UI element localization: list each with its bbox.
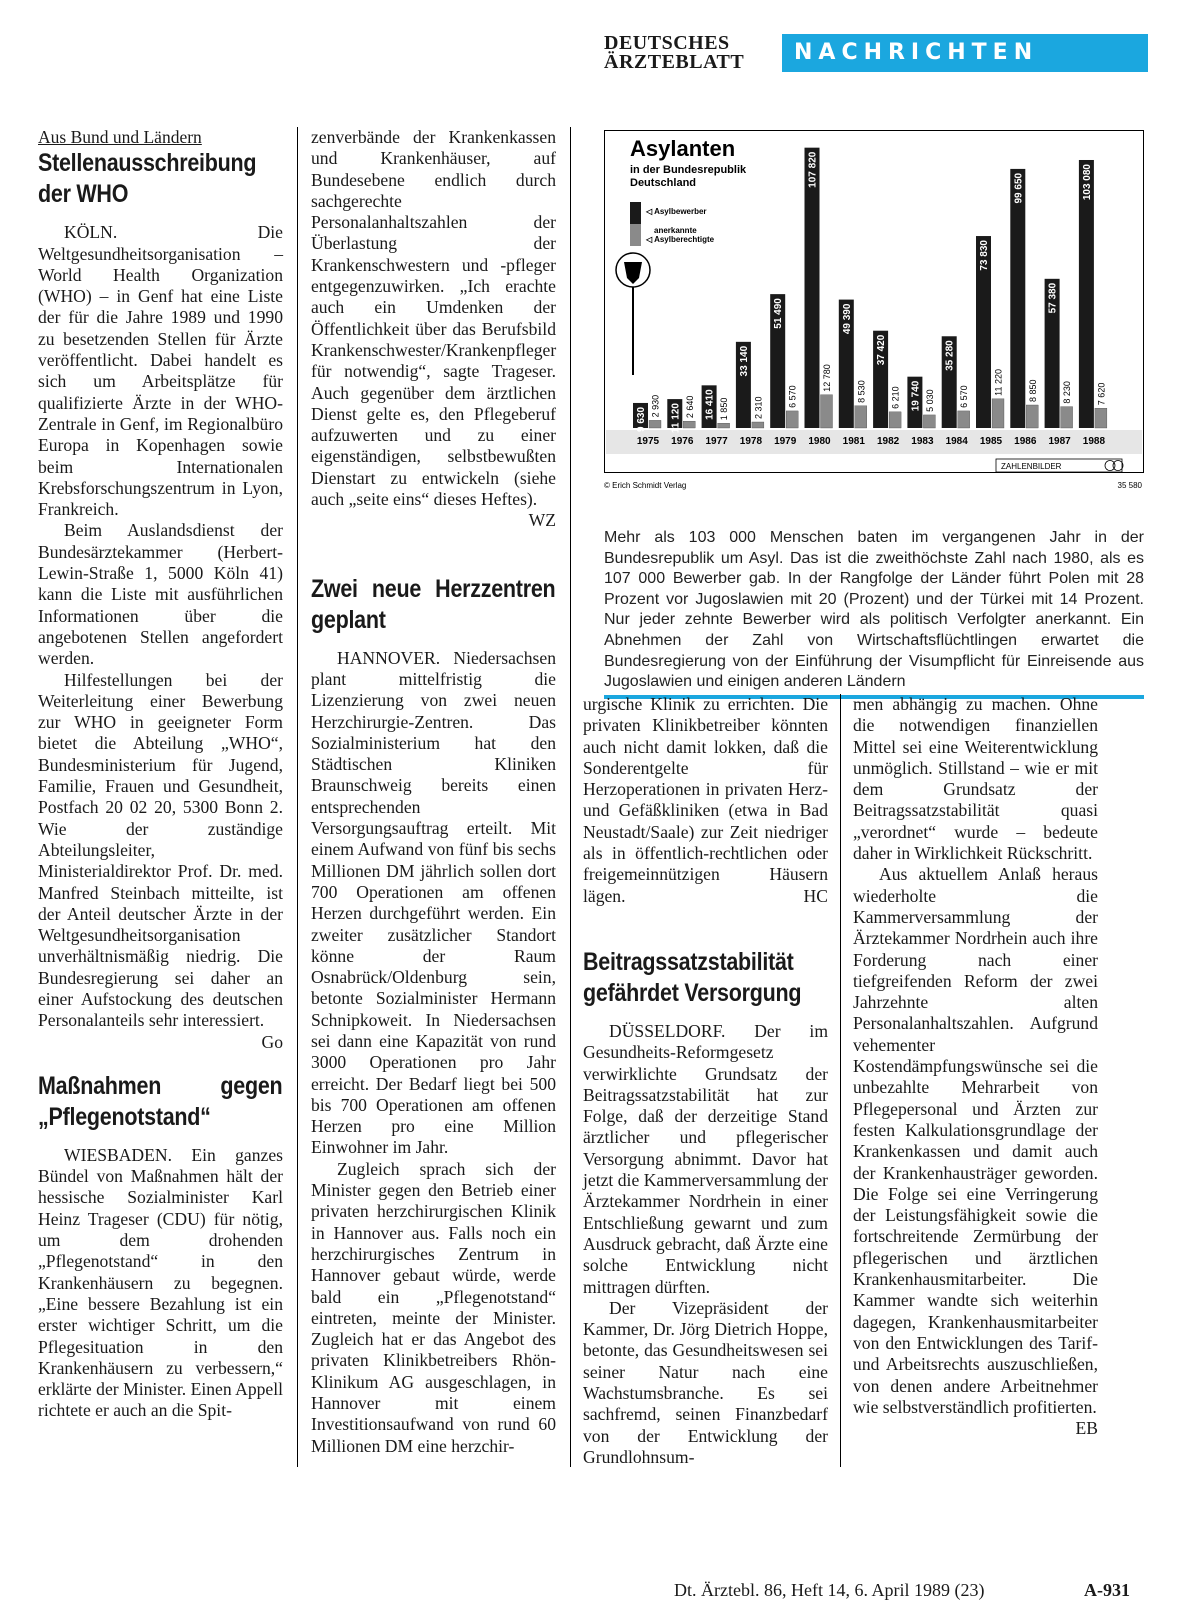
paragraph-text: Hilfestellungen bei der Weiterleitung einer Bewerbung zur WHO in geeigneter Form bietet die Abteilung „WHO“, Bundesministerium für Jugend, Familie, Frauen und Gesundheit, Postfach 20 02 20, 5300 Bonn 2. Wie der zuständige Abteilungsleiter, Ministerialdirektor Prof. Dr. med. Manfred Steinbach mitteilte, ist der Anteil deutscher Ärzte in der Weltgesundheitsorganisation unverhältnismäßig niedrig. Die Bundesregierung sei daher an einer Aufstockung des deutschen Personalanteils sehr interessiert. [38, 669, 283, 1031]
paragraph-text: Aus aktuellem Anlaß heraus wiederholte die Kammerversammlung der Ärztekammer Nordrhein auch ihre Forderung nach einer tiefgreifenden Reform der zwei Jahrzehnte alten Personalanhaltszahlen. Aufgrund vehementer Kostendämpfungswünsche sei die unbezahlte Mehrarbeit von Pflegepersonal und Ärzten zur festen Kalkulationsgrundlage der Krankenkassen und damit auch der Krankenhausträger geworden. Die Folge sei eine Verringerung der Leistungsfähigkeit sowie die fortschreitende Zermürbung der pflegerischen und ärztlichen Krankenhausmitarbeiter. Die Kammer wandte sich weiterhin dagegen, Krankenhausmitarbeiter von den Entwicklungen des Tarif- und Arbeitsrechts auszuschließen, von denen andere Arbeitnehmer wie selbstverständlich profitierten. [853, 864, 1098, 1417]
paragraph [583, 694, 828, 907]
headline-beitragssatz: Beitragssatzstabilität gefährdet Versorgung [583, 947, 802, 1007]
masthead [604, 34, 1144, 74]
x-tick-label: 1988 [1082, 436, 1106, 447]
paragraph: HANNOVER. Niedersachsen plant mittelfristig die Lizenzierung von zwei neuen Herzchirurgie-Zentren. Das Sozialministerium hat den Städtischen Kliniken Braunschweig bereits einen entsprechenden Versorgungsauftrag erteilt. Mit einem Aufwand von fünf bis sechs Millionen DM jährlich sollen dort 700 Operationen am offenen Herzen durchgeführt werden. Ein zweiter zusätzlicher Standort könne der Raum Osnabrück/Oldenburg sein, betonte Sozialminister Hermann Schnipkoweit. In Niedersachsen sei dann eine Kapazität von rund 3000 Operationen pro Jahr erreicht. Der Bedarf liegt bei 500 bis 700 Operationen am offenen Herzen pro eine Million Einwohner im Jahr. [311, 647, 556, 1158]
bar-anerkannte [649, 420, 661, 428]
bar-value-label: 2 310 [753, 396, 764, 419]
legend-swatch-asylbewerber [630, 202, 641, 224]
bar-value-label: 8 230 [1062, 381, 1073, 404]
bar-anerkannte [1061, 407, 1073, 428]
x-tick-label: 1987 [1048, 436, 1071, 447]
section-kicker: Aus Bund und Ländern [38, 127, 202, 147]
bar-value-label: 8 850 [1027, 379, 1038, 402]
paragraph-text: zenverbände der Krankenkassen und Krankenhäuser, auf Bundesebene endlich durch sachgerechte Personalanhaltszahlen der Überlastung der Krankenschwestern und -pfleger entgegenzuwirken. „Ich erachte auch ein Umdenken der Öffentlichkeit über das Berufsbild Krankenschwester/Krankenpfleger für notwendig“, sagte Trageser. Auch gegenüber dem ärztlichen Dienst gelte es, den Pflegeberuf aufzuwerten und zu einer eigenständigen, selbstbewußten Dienstart zu entwickeln (siehe auch „seite eins“ dieses Heftes). [311, 127, 557, 510]
paragraph: WIESBADEN. Ein ganzes Bündel von Maßnahmen hält der hessische Sozialminister Karl Heinz Trageser (CDU) für nötig, um dem drohenden „Pflegenotstand“ in den Krankenhäusern zu begegnen. „Eine bessere Bezahlung ist ein erster wichtiger Schritt, um die Pflegesituation in den Krankenhäusern zu verbessern,“ erklärte der Minister. Einen Appell richtete er auch an die Spit- [38, 1144, 283, 1421]
legend-swatch-anerkannte [630, 224, 641, 246]
x-tick-label: 1976 [671, 436, 694, 447]
x-tick-label: 1978 [739, 436, 763, 447]
bar-anerkannte [992, 399, 1004, 428]
column-rule [570, 127, 571, 1467]
x-tick-label: 1986 [1014, 436, 1037, 447]
column-3 [583, 694, 828, 1468]
bar-value-label: 57 380 [1047, 282, 1059, 314]
bar-value-label: 37 420 [876, 334, 888, 366]
x-tick-label: 1983 [911, 436, 934, 447]
bar-anerkannte [718, 423, 730, 428]
bar-value-label: 11 220 [993, 368, 1004, 396]
asylum-chart [604, 130, 1144, 506]
paragraph [311, 127, 557, 531]
bar-asylbewerber [1010, 169, 1025, 428]
bar-value-label: 99 650 [1013, 172, 1025, 204]
paragraph: KÖLN. Die Weltgesundheitsorganisation – World Health Organization (WHO) – in Genf hat eine Liste der für die Jahre 1989 und 1990 zu besetzenden Stellen für Ärzte veröffentlicht. Dabei handelt es sich um Arbeitsplätze für qualifizierte Ärzte in der WHO-Zentrale in Genf, im Regionalbüro Europa in Kopenhagen sowie beim Internationalen Krebsforschungszentrum in Lyon, Frankreich. [38, 222, 283, 520]
x-tick-label: 1979 [774, 436, 797, 447]
bar-anerkannte [1026, 405, 1038, 428]
x-tick-label: 1977 [705, 436, 728, 447]
bar-value-label: 5 030 [924, 389, 935, 412]
bar-value-label: 8 530 [856, 380, 867, 403]
bar-anerkannte [923, 415, 935, 428]
bar-value-label: 2 930 [650, 394, 661, 418]
legend-label: ◁ Asylbewerber [646, 207, 707, 216]
bar-anerkannte [821, 395, 833, 428]
bar-value-label: 35 280 [944, 340, 956, 371]
x-tick-label: 1984 [945, 436, 968, 447]
headline-pflegenotstand: Maßnahmen gegen „Pflegenotstand“ [38, 1071, 283, 1131]
bar-anerkannte [683, 421, 695, 428]
page-number: A-931 [1084, 1580, 1130, 1600]
paragraph: Zugleich sprach sich der Minister gegen den Betrieb einer privaten herzchirurgischen Klinik in Hannover aus. Falls noch ein herzchirurgisches Zentrum in Hannover gebaut würde, werde bald ein „Pflegenotstand“ eintreten, meinte der Minister. Zugleich hat er das Angebot des privaten Klinikbetreibers Rhön-Klinikum AG ausgeschlagen, in Hannover mit einem Investitionsaufwand von rund 60 Millionen DM eine herzchir- [311, 1158, 556, 1456]
journal-name-line1: DEUTSCHES [604, 32, 730, 54]
bar-value-label: 49 390 [841, 303, 853, 335]
x-tick-label: 1981 [842, 436, 865, 447]
bar-value-label: 11 120 [670, 403, 682, 434]
bar-value-label: 1 850 [719, 397, 730, 421]
bar-value-label: 16 410 [704, 389, 716, 420]
paragraph [853, 864, 1098, 1439]
paragraph: Der Vizepräsident der Kammer, Dr. Jörg Dietrich Hoppe, betonte, das Gesundheitswesen sei seiner Natur nach eine Wachstumsbranche. Es sei sachfremd, seinen Finanzbedarf von der Entwicklung der Grundlohnsum- [583, 1297, 828, 1467]
chart-title: Asylanten [630, 136, 736, 161]
bar-value-label: 107 820 [807, 151, 819, 188]
column-4 [853, 694, 1098, 1439]
bar-value-label: 9 630 [636, 406, 647, 432]
headline-herzzentren: Zwei neue Herzzentren geplant [311, 574, 556, 634]
bar-value-label: 73 830 [979, 240, 990, 271]
bar-asylbewerber [805, 148, 820, 428]
legend-label: anerkannte [654, 226, 697, 235]
headline-who: Stellenausschreibung der WHO [38, 149, 257, 209]
bar-value-label: 33 140 [738, 345, 750, 377]
bar-value-label: 6 570 [787, 385, 798, 408]
chart-subtitle: Deutschland [630, 177, 697, 189]
paragraph: DÜSSELDORF. Der im Gesundheits-Reformgesetz verwirklichte Grundsatz der Beitragssatzstabilität hat zur Folge, daß der derzeitige Stand ärztlicher und pflegerischer Versorgung abnimmt. Davor hat jetzt die Kammerversammlung der Ärztekammer Nordrhein in einer Entschließung gewarnt und zum Ausdruck gebracht, daß Ärzte eine solche Entwicklung nicht mittragen dürften. [583, 1020, 828, 1297]
section-banner: NACHRICHTEN [782, 34, 1148, 72]
bar-value-label: 7 620 [1096, 382, 1107, 406]
bar-value-label: 12 780 [822, 364, 832, 392]
author-signature: Go [261, 1031, 283, 1052]
bar-value-label: 6 570 [959, 385, 970, 408]
bar-anerkannte [958, 411, 970, 428]
paragraph: men abhängig zu machen. Ohne die notwendigen finanziellen Mittel sei eine Weiterentwicklung unmöglich. Stillstand – wie er mit dem Grundsatz der Beitragssatzstabilität quasi „verordnet“ wurde – bedeute daher in Wirklichkeit Rückschritt. [853, 694, 1098, 864]
paragraph [38, 669, 283, 1052]
bar-anerkannte [1095, 408, 1107, 428]
citation: Dt. Ärztebl. 86, Heft 14, 6. April 1989 (23) [674, 1580, 985, 1600]
chart-credit: © Erich Schmidt Verlag [604, 481, 687, 490]
bar-anerkannte [752, 422, 764, 428]
bar-anerkannte [855, 406, 867, 428]
bar-value-label: 51 490 [773, 298, 785, 329]
paragraph-text: urgische Klinik zu errichten. Die privaten Klinikbetreiber könnten auch nicht damit lokken, daß die Sonderentgelte für Herzoperationen in privaten Herz- und Gefäßkliniken (etwa in Bad Neustadt/Saale) zur Zeit niedriger als in öffentlich-rechtlichen oder freigemeinnützigen Häusern lägen. [583, 694, 828, 906]
bar-value-label: 2 640 [684, 395, 695, 419]
bar-anerkannte [786, 411, 798, 428]
chart-number: 35 580 [1117, 481, 1142, 490]
column-rule [297, 127, 298, 1467]
author-signature: WZ [528, 510, 556, 531]
column-1 [38, 127, 283, 1422]
journal-name [604, 34, 744, 72]
x-tick-label: 1985 [979, 436, 1003, 447]
paragraph: Beim Auslandsdienst der Bundesärztekammer (Herbert-Lewin-Straße 1, 5000 Köln 41) kann die Liste mit ausführlichen Informationen über die angebotenen Stellen angefordert werden. [38, 520, 283, 669]
legend-label: ◁ Asylberechtigte [646, 235, 715, 244]
column-2 [311, 127, 556, 1457]
author-signature: HC [803, 885, 828, 906]
x-tick-label: 1975 [636, 436, 660, 447]
chart-subtitle: in der Bundesrepublik [630, 164, 747, 176]
chart-caption: Mehr als 103 000 Menschen baten im vergangenen Jahr in der Bundesrepublik um Asyl. Das ist die zweithöchste Zahl nach 1980, als es 107 000 Bewerber gab. In der Rangfolge der Länder führt Polen mit 28 Prozent vor Jugoslawien mit 20 (Prozent) und der Türkei mit 14 Prozent. Nur jeder zehnte Bewerber wird als politisch Verfolgter anerkannt. Ein Abnehmen der Zahl von Wirtschaftsflüchtlingen erwartet die Bundesregierung von der Einführung der Visumpflicht für Einreisende aus Jugoslawien und einigen anderen Ländern [604, 529, 1144, 691]
bar-value-label: 6 210 [890, 386, 901, 409]
author-signature: EB [1075, 1418, 1098, 1439]
source-tag: ZAHLENBILDER [1001, 462, 1062, 471]
x-tick-label: 1982 [876, 436, 900, 447]
journal-name-line2: ÄRZTEBLATT [604, 51, 745, 73]
x-tick-label: 1980 [808, 436, 831, 447]
column-rule [840, 694, 841, 1467]
bar-value-label: 103 080 [1081, 163, 1093, 201]
bar-anerkannte [889, 412, 901, 428]
bar-value-label: 19 740 [910, 380, 922, 412]
chart-svg [604, 130, 1144, 506]
